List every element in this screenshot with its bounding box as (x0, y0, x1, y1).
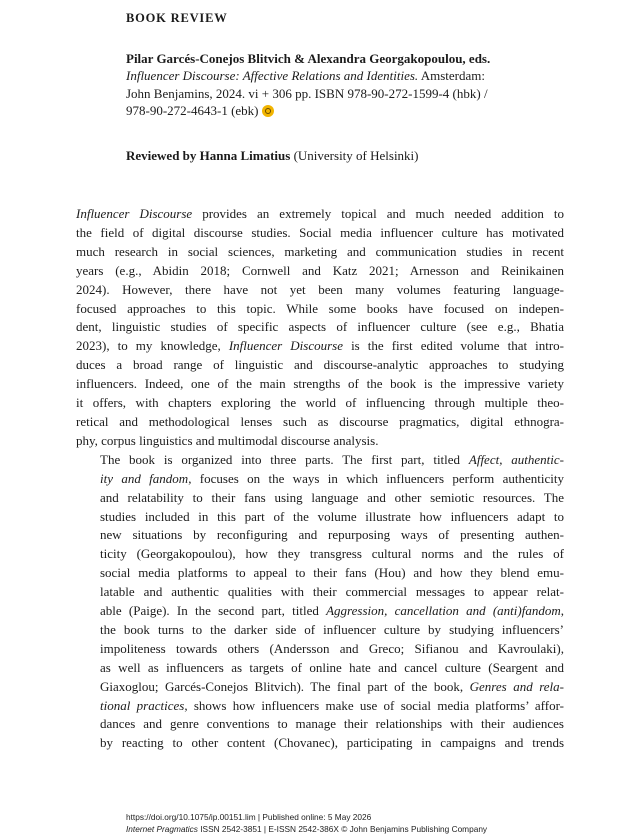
text-run: provides an extremely topical and much needed addition to (192, 206, 564, 221)
text-line (76, 697, 564, 716)
italic-run: Genres and rela- (469, 678, 564, 694)
text-run: , (560, 603, 564, 619)
text-line (76, 659, 564, 678)
text-line (76, 621, 564, 640)
doi-line: https://doi.org/10.1075/ip.00151.lim | Published online: 5 May 2026 (126, 812, 372, 822)
text-run: focused approaches to this topic. While some books have focused on indepen- (76, 300, 564, 316)
text-run: The book is organized into three parts. The first part, titled (100, 451, 469, 467)
text-line (76, 243, 564, 262)
book-citation (126, 50, 566, 120)
reviewer-name: Reviewed by Hanna Limatius (126, 148, 291, 163)
text-run: studies included in this part of the volume illustrate how influencers adapt to (100, 508, 564, 524)
text-run: the field of digital discourse studies. Social media influencer culture has motivated (76, 224, 564, 240)
italic-run: Affect, authentic- (468, 451, 564, 467)
text-line (76, 734, 564, 753)
text-line (76, 262, 564, 281)
text-line (76, 356, 564, 375)
text-run: years (e.g., Abidin 2018; Cornwell and Katz 2021; Arnesson and Reinikainen (76, 262, 564, 278)
text-line (76, 470, 564, 489)
text-run: as well as influencers as targets of online hate and cancel culture (Seargent and (100, 659, 564, 675)
text-line (76, 205, 564, 224)
text-run: , shows how influencers make use of social media platforms’ affor- (184, 697, 564, 713)
text-line (76, 337, 564, 356)
ebook-isbn: 978-90-272-4643-1 (ebk) (126, 103, 259, 119)
text-run: 2023), to my knowledge, (76, 338, 229, 354)
editors: Pilar Garcés-Conejos Blitvich & Alexandra Georgakopoulou, eds. (126, 51, 491, 66)
section-label: BOOK REVIEW (126, 11, 228, 25)
text-line (76, 640, 564, 659)
text-run: it offers, with chapters exploring the world of influencing through multiple theo- (76, 395, 564, 411)
text-run: retical and methodological lenses such as discourse pragmatics, digital ethnogra- (76, 413, 564, 429)
italic-run: Influencer Discourse (76, 206, 193, 221)
journal-name: Internet Pragmatics (126, 824, 198, 834)
text-run: impoliteness towards others (Andersson and Greco; Sifianou and Kavroulaki), (100, 640, 564, 656)
text-run: influencers. Indeed, one of the main strengths of the book is the impressive variety (76, 376, 564, 392)
text-line (76, 678, 564, 697)
text-run: dent, linguistic studies of specific aspects of influencer culture (see e.g., Bhatia (76, 319, 564, 335)
text-run: and relatability to their fans using language and other semiotic resources. The (100, 489, 564, 505)
text-run: 2024). However, there have not yet been many volumes featuring language- (76, 281, 564, 297)
text-line (76, 564, 564, 583)
page-footer (126, 811, 487, 835)
text-line (76, 489, 564, 508)
reviewer-line (126, 148, 419, 164)
citation-title-line (126, 67, 566, 84)
text-run: new situations by reconfiguring and repurposing ways of presenting authen- (100, 527, 564, 543)
text-line (76, 318, 564, 337)
text-line (76, 300, 564, 319)
paragraph-2 (76, 451, 564, 754)
italic-run: tional practices (100, 697, 185, 713)
review-body (76, 205, 564, 753)
text-run: ticity (Georgakopoulou), how they transgress cultural norms and the rules of (100, 546, 564, 562)
text-line (76, 508, 564, 527)
text-run: latable and authentic qualities with their commercial messages to appear relat- (100, 584, 564, 600)
text-run: dances and genre conventions to manage their relationships with their audiences (100, 716, 564, 732)
paragraph-1 (76, 205, 564, 451)
text-line (76, 413, 564, 432)
reviewer-affiliation: (University of Helsinki) (290, 148, 419, 163)
journal-line (126, 823, 487, 835)
text-line (76, 281, 564, 300)
text-run: social media platforms to appeal to their fans (Hou) and how they blend emu- (100, 565, 564, 581)
text-line (76, 602, 564, 621)
text-line (76, 583, 564, 602)
text-run: by reacting to other content (Chovanec), participating in campaigns and trends (100, 735, 564, 751)
publisher-line: John Benjamins, 2024. vi + 306 pp. ISBN 978-90-272-1599-4 (hbk) / (126, 85, 488, 101)
open-access-icon (262, 105, 274, 117)
text-run: duces a broad range of linguistic and discourse-analytic approaches to studying (76, 357, 564, 373)
text-line (76, 394, 564, 413)
text-run: Giaxoglou; Garcés-Conejos Blitvich). The final part of the book, (100, 678, 470, 694)
text-line (76, 451, 564, 470)
text-run: phy, corpus linguistics and multimodal discourse analysis. (76, 432, 379, 448)
book-title: Influencer Discourse: Affective Relations and Identities. (126, 68, 419, 84)
text-run: , focuses on the ways in which influencers perform authenticity (188, 470, 564, 486)
text-line (76, 545, 564, 564)
isbn-line (126, 102, 566, 119)
text-run: is the first edited volume that intro- (343, 338, 565, 354)
italic-run: Influencer Discourse (228, 338, 344, 354)
text-line (76, 526, 564, 545)
text-run: able (Paige). In the second part, titled (100, 603, 327, 619)
text-line (76, 375, 564, 394)
text-line (76, 224, 564, 243)
italic-run: Aggression, cancellation and (anti)fandom (326, 603, 561, 619)
journal-issn: ISSN 2542-3851 | E-ISSN 2542-386X © John Benjamins Publishing Company (197, 824, 488, 834)
text-line (76, 432, 564, 451)
text-run: the book turns to the darker side of influencer culture by studying influencers’ (100, 621, 564, 637)
publication-place: Amsterdam: (418, 68, 485, 84)
text-run: much research in social sciences, marketing and communication studies in recent (76, 243, 564, 259)
italic-run: ity and fandom (100, 470, 189, 486)
text-line (76, 715, 564, 734)
